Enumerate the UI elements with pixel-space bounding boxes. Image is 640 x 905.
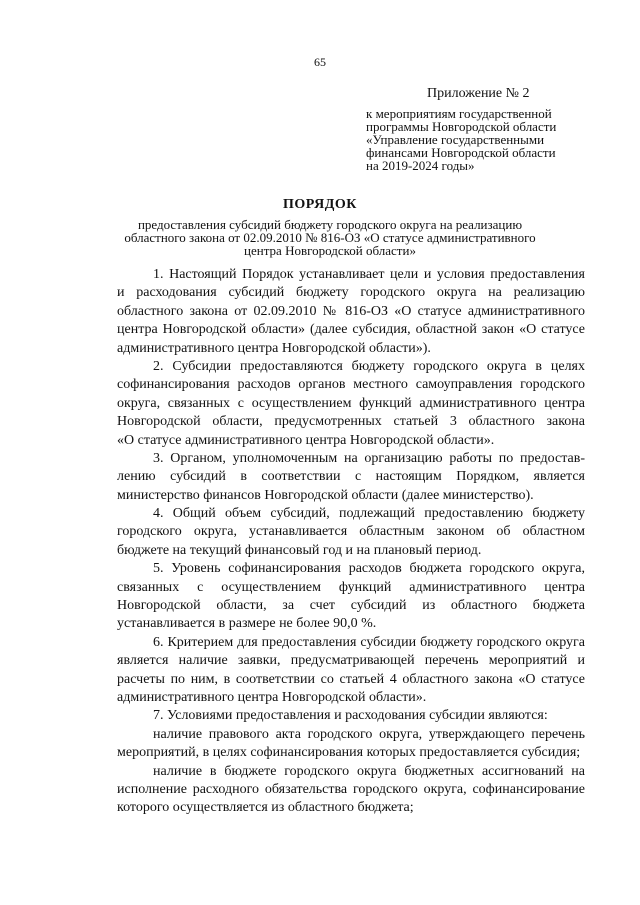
body-line: областного закона от 02.09.2010 № 816-ОЗ «О статусе административного [117, 303, 585, 319]
appendix-line: на 2019-2024 годы» [366, 158, 475, 173]
body-line: софинансирования расходов органов местного самоуправления городского [117, 377, 585, 393]
body-line: 5. Уровень софинансирования расходов бюджета городского округа, [153, 561, 585, 577]
body-line: 7. Условиями предоставления и расходования субсидии являются: [153, 708, 548, 724]
body-line: округа, связанных с осуществлением функций административного центра [117, 395, 585, 411]
body-line: административного центра Новгородской области». [117, 689, 427, 705]
body-line: и расходования субсидий бюджету городского округа на реализацию [117, 285, 585, 301]
subtitle-line: областного закона от 02.09.2010 № 816-ОЗ «О статусе административного [124, 230, 536, 245]
body-line: 1. Настоящий Порядок устанавливает цели и условия предоставления [153, 267, 585, 282]
body-line: связанных с осуществлением функций административного центра [117, 579, 585, 595]
appendix-line: программы Новгородской области [366, 119, 557, 134]
body-line: 6. Критерием для предоставления субсидии бюджету городского округа [153, 634, 585, 650]
body-line: расчеты по ним, в соответствии со статьей 4 областного закона «О статусе [117, 671, 585, 687]
subtitle-line: предоставления субсидий бюджету городского округа на реализацию [137, 217, 523, 232]
appendix-block [366, 107, 596, 172]
body-line: 2. Субсидии предоставляются бюджету городского округа в целях [153, 358, 585, 374]
body-line: наличие в бюджете городского округа бюджетных ассигнований на [153, 763, 585, 779]
document-body [117, 266, 585, 818]
body-line: является наличие заявки, предусматривающей перечень мероприятий и [117, 653, 585, 669]
body-line: центра Новгородской области» (далее субсидия, областной закон «О статусе [117, 322, 585, 338]
body-line: которого осуществляется из областного бюджета; [117, 800, 414, 816]
body-line: устанавливается в размере не более 90,0 %. [117, 616, 377, 632]
body-line: лению субсидий в соответствии с настоящим Порядком, является [117, 469, 585, 485]
document-subtitle [100, 218, 560, 257]
body-line: 3. Органом, уполномоченным на организацию работы по предостав- [153, 450, 585, 466]
body-line: бюджете на текущий финансовый год и на плановый период. [117, 542, 482, 558]
body-line: городского округа, устанавливается областным законом об областном [117, 524, 585, 540]
body-line: Новгородской области, за счет субсидий из областного бюджета [117, 598, 585, 614]
appendix-title: Приложение № 2 [427, 86, 530, 101]
body-line: мероприятий, в целях софинансирования которых предоставляется субсидия; [117, 745, 581, 761]
body-line: исполнение расходного обязательства городского округа, софинансирование [117, 781, 585, 797]
body-line: административного центра Новгородской области»). [117, 340, 431, 356]
body-line: министерство финансов Новгородской области (далее министерство). [117, 487, 534, 503]
body-line: 4. Общий объем субсидий, подлежащий предоставлению бюджету [153, 506, 585, 522]
body-line: Новгородской области, предусмотренных статьей 3 областного закона [117, 414, 585, 430]
appendix-line: «Управление государственными [366, 132, 545, 147]
document-title: ПОРЯДОК [283, 197, 357, 212]
subtitle-line: центра Новгородской области» [244, 243, 416, 258]
appendix-line: финансами Новгородской области [366, 145, 556, 160]
body-line: «О статусе административного центра Новгородской области». [117, 432, 495, 448]
page-number: 65 [314, 55, 326, 69]
body-line: наличие правового акта городского округа, утверждающего перечень [153, 726, 585, 742]
appendix-line: к мероприятиям государственной [366, 106, 552, 121]
